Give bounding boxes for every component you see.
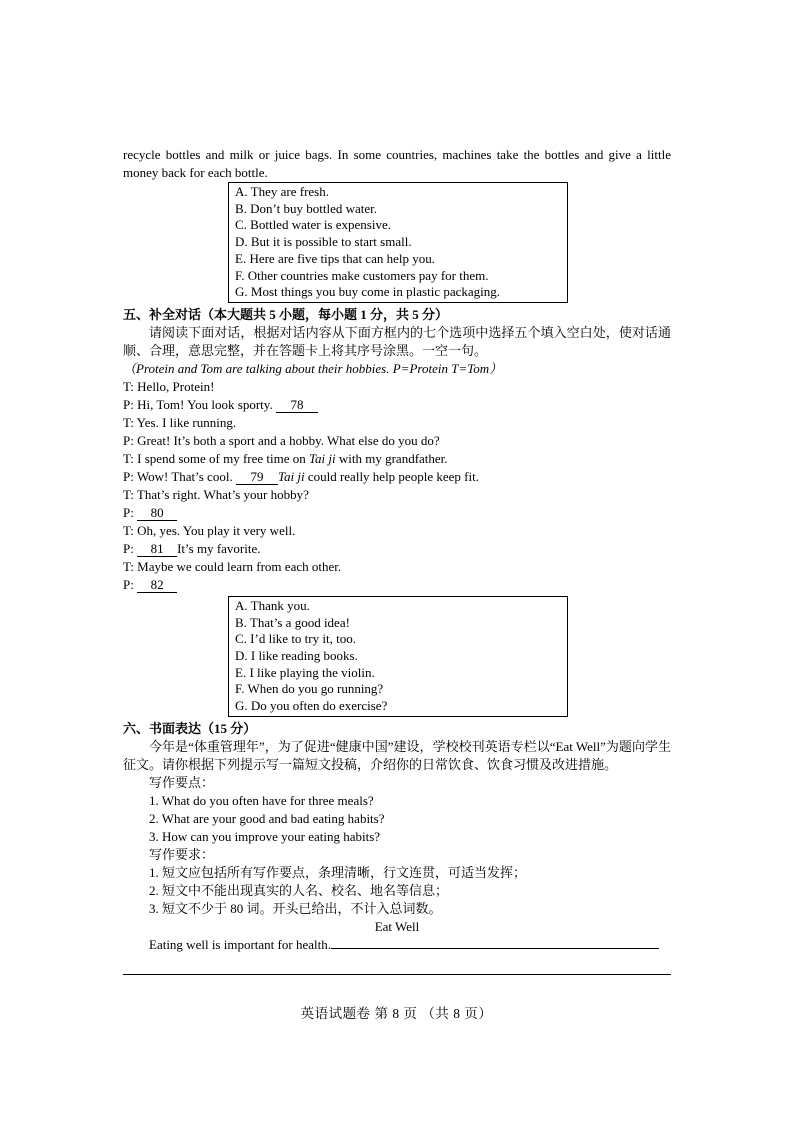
writing-point: 1. What do you often have for three meals? bbox=[149, 792, 374, 808]
option-item: B. Don’t buy bottled water. bbox=[235, 200, 378, 216]
section6-title: 六、书面表达（15 分） bbox=[123, 720, 257, 736]
option-item: A. They are fresh. bbox=[235, 184, 329, 199]
requirement: 3. 短文不少于 80 词。开头已给出，不计入总词数。 bbox=[149, 900, 442, 916]
option-item: B. That’s a good idea! bbox=[235, 614, 350, 630]
dialogue bbox=[123, 378, 671, 594]
blank-81: 81 bbox=[137, 542, 177, 557]
essay-title: Eat Well bbox=[374, 918, 420, 934]
section6-intro: 今年是“体重管理年”，为了促进“健康中国”建设，学校校刊英语专栏以“Eat Well”为题向学生征文。请你根据下列提示写一篇短文投稿，介绍你的日常饮食、饮食习惯及改进措施。 bbox=[123, 738, 671, 772]
option-item: D. But it is possible to start small. bbox=[235, 234, 412, 250]
exam-page bbox=[123, 146, 671, 975]
blank-80: 80 bbox=[137, 506, 177, 521]
dialogue-line: P: Wow! That’s cool. 79 Tai ji could really help people keep fit. bbox=[123, 468, 479, 484]
writing-point: 2. What are your good and bad eating habits? bbox=[149, 810, 385, 826]
dialogue-line: P: Hi, Tom! You look sporty. 78 bbox=[123, 396, 671, 414]
context-text: （Protein and Tom are talking about their hobbies. P=Protein T=Tom） bbox=[123, 360, 503, 376]
option-item: D. I like reading books. bbox=[235, 648, 358, 664]
blank-79: 79 bbox=[236, 470, 278, 485]
writing-line[interactable] bbox=[123, 958, 671, 975]
dialogue-line: P: 81 It’s my favorite. bbox=[123, 540, 261, 556]
blank-82: 82 bbox=[137, 578, 177, 593]
requirement: 1. 短文应包括所有写作要点，条理清晰，行文连贯，可适当发挥； bbox=[149, 864, 527, 880]
dialogue-context bbox=[123, 360, 671, 378]
dialogue-line: T: Maybe we could learn from each other. bbox=[123, 558, 342, 574]
points-label: 写作要点： bbox=[149, 774, 215, 790]
option-item: G. Most things you buy come in plastic packaging. bbox=[235, 284, 501, 300]
dialogue-line: P: 82 bbox=[123, 576, 671, 594]
dialogue-line: T: Hello, Protein! bbox=[123, 378, 215, 394]
requirement: 2. 短文中不能出现真实的人名、校名、地名等信息； bbox=[149, 882, 449, 898]
requirements-label: 写作要求： bbox=[149, 846, 215, 862]
blank-78: 78 bbox=[276, 398, 318, 413]
dialogue-line: T: I spend some of my free time on Tai ji with my grandfather. bbox=[123, 450, 448, 466]
passage-end: recycle bottles and milk or juice bags. In some countries, machines take the bottles and give a little money back for each bottle. bbox=[123, 147, 671, 180]
option-item: E. Here are five tips that can help you. bbox=[235, 250, 435, 266]
dialogue-line: P: Great! It’s both a sport and a hobby. What else do you do? bbox=[123, 432, 440, 448]
option-item: G. Do you often do exercise? bbox=[235, 698, 388, 714]
option-item: F. Other countries make customers pay for them. bbox=[235, 267, 489, 283]
option-item: E. I like playing the violin. bbox=[235, 664, 375, 680]
option-item: C. I’d like to try it, too. bbox=[235, 631, 356, 647]
option-item: F. When do you go running? bbox=[235, 681, 384, 697]
option-item: C. Bottled water is expensive. bbox=[235, 217, 391, 233]
dialogue-line: T: Oh, yes. You play it very well. bbox=[123, 522, 296, 538]
options-box-1 bbox=[228, 182, 568, 303]
writing-line[interactable] bbox=[331, 936, 659, 949]
option-item: A. Thank you. bbox=[235, 597, 310, 613]
writing-point: 3. How can you improve your eating habits? bbox=[149, 828, 381, 844]
essay-start: Eating well is important for health. bbox=[123, 936, 671, 954]
page-footer: 英语试题卷 第 8 页 （共 8 页） bbox=[300, 1006, 493, 1021]
dialogue-line: T: Yes. I like running. bbox=[123, 414, 237, 430]
options-box-2 bbox=[228, 596, 568, 717]
dialogue-line: P: 80 bbox=[123, 504, 671, 522]
section5-title: 五、补全对话（本大题共 5 小题，每小题 1 分，共 5 分） bbox=[123, 306, 449, 322]
section5-instruction: 请阅读下面对话，根据对话内容从下面方框内的七个选项中选择五个填入空白处，使对话通顺、合理，意思完整，并在答题卡上将其序号涂黑。一空一句。 bbox=[123, 324, 671, 358]
dialogue-line: T: That’s right. What’s your hobby? bbox=[123, 486, 309, 502]
